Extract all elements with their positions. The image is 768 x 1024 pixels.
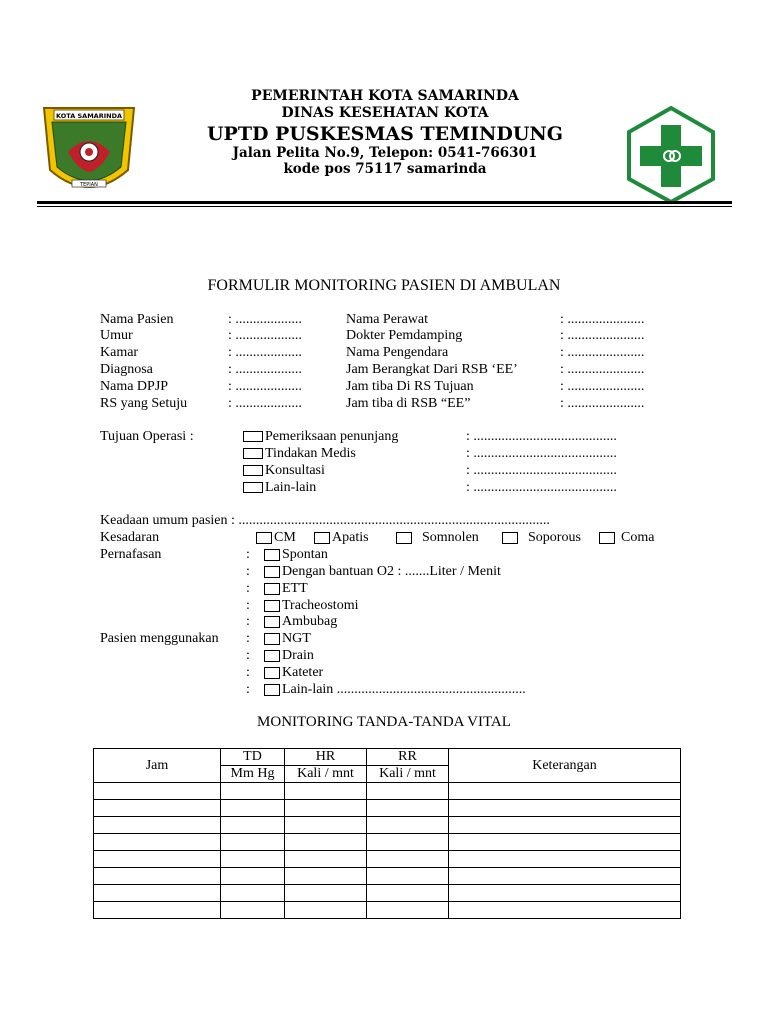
table-cell[interactable] xyxy=(94,902,221,919)
table-cell[interactable] xyxy=(285,902,367,919)
table-cell[interactable] xyxy=(449,783,681,800)
table-cell[interactable] xyxy=(367,800,449,817)
header-postal: kode pos 75117 samarinda xyxy=(283,161,487,177)
pernafasan-option[interactable]: ETT xyxy=(264,581,308,597)
table-cell[interactable] xyxy=(94,851,221,868)
checkbox[interactable] xyxy=(264,684,280,696)
table-cell[interactable] xyxy=(221,800,285,817)
field-label: Nama DPJP xyxy=(100,379,169,394)
table-cell[interactable] xyxy=(94,800,221,817)
table-cell[interactable] xyxy=(449,851,681,868)
col-header-jam: Jam xyxy=(94,749,221,783)
field-value[interactable]: : ................... xyxy=(228,396,302,411)
table-cell[interactable] xyxy=(221,868,285,885)
kesadaran-option[interactable]: CM xyxy=(256,530,296,546)
table-cell[interactable] xyxy=(285,851,367,868)
table-row xyxy=(94,834,681,851)
table-cell[interactable] xyxy=(285,834,367,851)
pernafasan-option[interactable]: Dengan bantuan O2 : .......Liter / Menit xyxy=(264,564,501,580)
field-value[interactable]: : ...................... xyxy=(560,362,645,377)
tujuan-value[interactable]: : ......................................... xyxy=(466,429,617,444)
table-cell[interactable] xyxy=(449,817,681,834)
vital-signs-table xyxy=(93,748,681,919)
table-cell[interactable] xyxy=(367,834,449,851)
pernafasan-option[interactable]: Spontan xyxy=(264,547,328,563)
table-cell[interactable] xyxy=(94,868,221,885)
kesadaran-option[interactable]: Apatis xyxy=(314,530,369,546)
table-cell[interactable] xyxy=(94,834,221,851)
tujuan-label: Tujuan Operasi : xyxy=(100,429,194,444)
col-header-td: TD xyxy=(221,749,285,766)
field-label: Nama Pasien xyxy=(100,312,174,327)
colon: : xyxy=(246,682,250,697)
pernafasan-label: Pernafasan xyxy=(100,547,162,562)
field-value[interactable]: : ................... xyxy=(228,362,302,377)
checkbox[interactable] xyxy=(243,431,263,442)
checkbox[interactable] xyxy=(256,532,272,544)
col-unit-rr: Kali / mnt xyxy=(367,766,449,783)
checkbox[interactable] xyxy=(264,566,280,578)
checkbox[interactable] xyxy=(396,532,412,544)
table-cell[interactable] xyxy=(367,902,449,919)
checkbox[interactable] xyxy=(264,616,280,628)
checkbox[interactable] xyxy=(264,600,280,612)
field-value[interactable]: : ...................... xyxy=(560,345,645,360)
pasien-option[interactable]: NGT xyxy=(264,631,311,647)
checkbox[interactable] xyxy=(243,448,263,459)
table-row xyxy=(94,783,681,800)
col-header-keterangan: Keterangan xyxy=(449,749,681,783)
table-cell[interactable] xyxy=(285,800,367,817)
col-header-hr: HR xyxy=(285,749,367,766)
table-cell[interactable] xyxy=(285,868,367,885)
header-department: DINAS KESEHATAN KOTA xyxy=(281,105,489,121)
table-cell[interactable] xyxy=(94,885,221,902)
table-row xyxy=(94,868,681,885)
pernafasan-option[interactable]: Ambubag xyxy=(264,614,337,630)
kesadaran-label: Kesadaran xyxy=(100,530,160,545)
checkbox[interactable] xyxy=(264,650,280,662)
field-label: Kamar xyxy=(100,345,139,360)
col-unit-td: Mm Hg xyxy=(221,766,285,783)
field-label: Jam Berangkat Dari RSB ‘EE’ xyxy=(346,362,518,377)
table-cell[interactable] xyxy=(367,817,449,834)
checkbox[interactable] xyxy=(264,583,280,595)
svg-text:TEPIAN: TEPIAN xyxy=(80,182,98,188)
tujuan-value[interactable]: : ......................................... xyxy=(466,446,617,461)
field-value[interactable]: : ................... xyxy=(228,328,302,343)
table-cell[interactable] xyxy=(221,783,285,800)
table-cell[interactable] xyxy=(367,885,449,902)
tujuan-value[interactable]: : ......................................... xyxy=(466,463,617,478)
samarinda-emblem-icon xyxy=(38,100,140,198)
colon: : xyxy=(246,564,250,579)
table-cell[interactable] xyxy=(221,851,285,868)
colon: : xyxy=(246,614,250,629)
keadaan-umum[interactable]: Keadaan umum pasien : ......................................................................................... xyxy=(100,513,550,528)
table-cell[interactable] xyxy=(449,885,681,902)
table-cell[interactable] xyxy=(367,783,449,800)
field-label: Diagnosa xyxy=(100,362,153,377)
colon: : xyxy=(246,648,250,663)
field-label: Jam tiba Di RS Tujuan xyxy=(346,379,474,394)
kesadaran-option[interactable]: Somnolen xyxy=(396,530,479,546)
field-value[interactable]: : ................... xyxy=(228,345,302,360)
field-label: Dokter Pemdamping xyxy=(346,328,463,343)
pasien-option[interactable]: Lain-lain ...................................................... xyxy=(264,682,526,698)
table-cell[interactable] xyxy=(94,783,221,800)
form-title: FORMULIR MONITORING PASIEN DI AMBULAN xyxy=(207,277,561,294)
checkbox[interactable] xyxy=(264,633,280,645)
table-cell[interactable] xyxy=(285,885,367,902)
pasien-menggunakan-label: Pasien menggunakan xyxy=(100,631,219,646)
col-unit-hr: Kali / mnt xyxy=(285,766,367,783)
table-row xyxy=(94,851,681,868)
colon: : xyxy=(246,547,250,562)
svg-text:KOTA SAMARINDA: KOTA SAMARINDA xyxy=(56,112,122,120)
puskesmas-logo-icon xyxy=(625,105,717,205)
header-address: Jalan Pelita No.9, Telepon: 0541-766301 xyxy=(232,145,538,161)
checkbox[interactable] xyxy=(599,532,615,544)
field-value[interactable]: : ...................... xyxy=(560,379,645,394)
table-cell[interactable] xyxy=(221,834,285,851)
pernafasan-option[interactable]: Tracheostomi xyxy=(264,598,358,614)
table-cell[interactable] xyxy=(449,834,681,851)
tujuan-option[interactable]: Konsultasi xyxy=(243,463,325,479)
colon: : xyxy=(246,631,250,646)
field-label: Umur xyxy=(100,328,133,343)
field-value[interactable]: : ...................... xyxy=(560,396,645,411)
header-puskesmas: UPTD PUSKESMAS TEMINDUNG xyxy=(206,123,564,145)
table-row xyxy=(94,902,681,919)
field-value[interactable]: : ................... xyxy=(228,312,302,327)
table-cell[interactable] xyxy=(221,885,285,902)
field-label: Jam tiba di RSB “EE” xyxy=(346,396,471,411)
colon: : xyxy=(246,598,250,613)
table-cell[interactable] xyxy=(94,817,221,834)
table-cell[interactable] xyxy=(449,800,681,817)
kesadaran-option[interactable]: Soporous xyxy=(502,530,581,546)
table-row xyxy=(94,885,681,902)
table-cell[interactable] xyxy=(285,783,367,800)
tujuan-option[interactable]: Tindakan Medis xyxy=(243,446,356,462)
header-divider-thin xyxy=(37,206,732,207)
field-value[interactable]: : ................... xyxy=(228,379,302,394)
field-label: Nama Perawat xyxy=(346,312,429,327)
checkbox[interactable] xyxy=(243,482,263,493)
col-header-rr: RR xyxy=(367,749,449,766)
checkbox[interactable] xyxy=(243,465,263,476)
checkbox[interactable] xyxy=(502,532,518,544)
table-row xyxy=(94,800,681,817)
pasien-option[interactable]: Kateter xyxy=(264,665,323,681)
field-value[interactable]: : ...................... xyxy=(560,328,645,343)
colon: : xyxy=(246,665,250,680)
tujuan-option[interactable]: Lain-lain xyxy=(243,480,316,496)
vital-title: MONITORING TANDA-TANDA VITAL xyxy=(257,714,511,730)
tujuan-value[interactable]: : ......................................... xyxy=(466,480,617,495)
table-row xyxy=(94,817,681,834)
field-value[interactable]: : ...................... xyxy=(560,312,645,327)
colon: : xyxy=(246,581,250,596)
table-cell[interactable] xyxy=(449,868,681,885)
kesadaran-option[interactable]: Coma xyxy=(599,530,654,546)
field-label: Nama Pengendara xyxy=(346,345,449,360)
table-cell[interactable] xyxy=(221,902,285,919)
checkbox[interactable] xyxy=(264,549,280,561)
table-cell[interactable] xyxy=(221,817,285,834)
field-label: RS yang Setuju xyxy=(100,396,188,411)
checkbox[interactable] xyxy=(314,532,330,544)
table-cell[interactable] xyxy=(449,902,681,919)
table-cell[interactable] xyxy=(285,817,367,834)
header-government: PEMERINTAH KOTA SAMARINDA xyxy=(251,88,519,104)
header-divider-thick xyxy=(37,201,732,204)
table-cell[interactable] xyxy=(367,868,449,885)
checkbox[interactable] xyxy=(264,667,280,679)
pasien-option[interactable]: Drain xyxy=(264,648,314,664)
table-cell[interactable] xyxy=(367,851,449,868)
tujuan-option[interactable]: Pemeriksaan penunjang xyxy=(243,429,398,445)
